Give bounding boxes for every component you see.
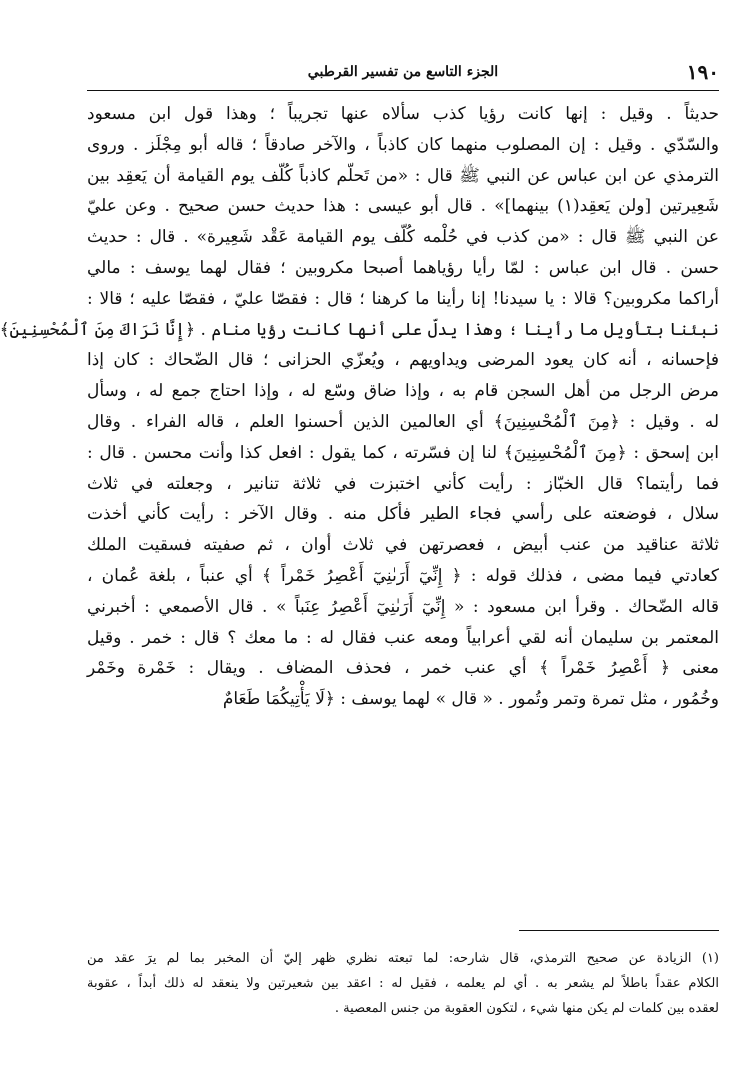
text-line: حديثاً . وقيل : إنها كانت رؤيا كذب سألاه عنها تجريباً ؛ وهذا قول ابن مسعود <box>87 104 719 124</box>
text-line: مرض الرجل من أهل السجن قام به ، وإذا ضاق وسّع له ، وإذا احتاج جمع له ، وسأل <box>87 381 719 402</box>
text-line: كعادتي فيما مضى ، فذلك قوله : ﴿ إِنِّيٓ أَرَىٰنِيٓ أَعْصِرُ خَمْراً ﴾ أي عنباً ، بلغة عُمان ، <box>87 565 719 586</box>
text-line: فإحسانه ، أنه كان يعود المرضى ويداويهم ، ويُعزّي الحزانى ؛ قال الضّحاك : كان إذا <box>87 350 719 371</box>
text-line: نبئنا بتأويل ما رأينا ؛ وهذا يدلّ على أنها كانت رؤيا منام . ﴿إِنَّا نَرَاكَ مِنَ ٱلْمُحْسِنِينَ﴾ <box>0 319 719 340</box>
text-line: سلال ، فوضعته على رأسي فجاء الطير فأكل منه . وقال الآخر : رأيت كأني أخذت <box>87 504 719 525</box>
footnote-line: (١) الزيادة عن صحيح الترمذي، قال شارحه: لما تبعته نظري ظهر إليّ أن المخبر بما لم يرَ عقد من <box>87 951 719 966</box>
text-line: أراكما مكروبين؟ قالا : يا سيدنا! إنا رأينا ما كرهنا ؛ قال : فقصّا عليّ ، فقصّا عليه ؛ قالا : <box>87 288 719 309</box>
running-title: الجزء التاسع من تفسير القرطبي <box>307 64 499 80</box>
text-line: الترمذي عن ابن عباس عن النبي ﷺ قال : «من تَحلّم كاذباً كُلّف يوم القيامة أن يَعقِد بين <box>87 165 719 186</box>
text-line: قاله الضّحاك . وقرأ ابن مسعود : « إِنِّيٓ أَرَىٰنِيٓ أَعْصِرُ عِنَباً » . قال الأصمعي : أخبرني <box>87 596 719 617</box>
text-line: وخُمُور ، مثل تمرة وتمر وتُمور . « قال » لهما يوسف : ﴿لَا يَأْتِيكُمَا طَعَامٌ <box>222 689 719 710</box>
text-line: ثلاثة عناقيد من عنب أبيض ، فعصرتهن في ثلاث أوان ، ثم صفيته فسقيت الملك <box>87 535 719 556</box>
footnote-line: لعقده بين كلمات لم يكن منها شيء ، لتكون العقوبة من جنس المعصية . <box>334 1001 719 1016</box>
text-line: عن النبي ﷺ قال : «من كذب في حُلْمه كُلّف يوم القيامة عَقْد شَعِيرة» . قال : حديث <box>87 227 719 248</box>
text-line: شَعِيرتين [ولن يَعقِد(١) بينهما]» . قال أبو عيسى : هذا حديث حسن صحيح . وعن عليّ <box>87 196 719 217</box>
text-line: ابن إسحق : ﴿مِنَ ٱلْمُحْسِنِينَ﴾ لنا إن فسّرته ، كما يقول : افعل كذا وأنت محسن . قال : <box>87 442 719 463</box>
text-line: له . وقيل : ﴿مِنَ ٱلْمُحْسِنِينَ﴾ أي العالمين الذين أحسنوا العلم ، قاله الفراء . وقال <box>87 411 719 432</box>
footnote-line: الكلام عقداً باطلاً لم يشعر به . أي لم يعلمه ، فقيل له : اعقد بين شعيرتين ولا ينعقد له ذلك أبداً ، عقوبة <box>87 976 719 991</box>
text-line: والسّدّي . وقيل : إن المصلوب منهما كان كاذباً ، والآخر صادقاً ؛ قاله أبو مِجْلَز . وروى <box>87 134 719 155</box>
footnotes <box>87 946 719 1021</box>
page-number: ١٩٠ <box>686 60 719 84</box>
page-header <box>87 56 719 91</box>
book-page <box>0 56 719 1056</box>
text-line: معنى ﴿ أَعْصِرُ خَمْراً ﴾ أي عنب خمر ، فحذف المضاف . ويقال : خَمْرة وخَمْر <box>87 658 719 679</box>
main-text <box>0 99 719 715</box>
text-line: فما رأيتما؟ قال الخبّاز : رأيت كأني اختبزت في ثلاثة تنانير ، وجعلته في ثلاث <box>87 473 719 494</box>
footnote-divider <box>519 930 719 931</box>
text-line: المعتمر بن سليمان أنه لقي أعرابياً ومعه عنب فقال له : ما معك ؟ قال : خمر . وقيل <box>87 627 719 648</box>
text-line: حسن . قال ابن عباس : لمّا رأيا رؤياهما أصبحا مكروبين ؛ فقال لهما يوسف : مالي <box>87 257 719 278</box>
